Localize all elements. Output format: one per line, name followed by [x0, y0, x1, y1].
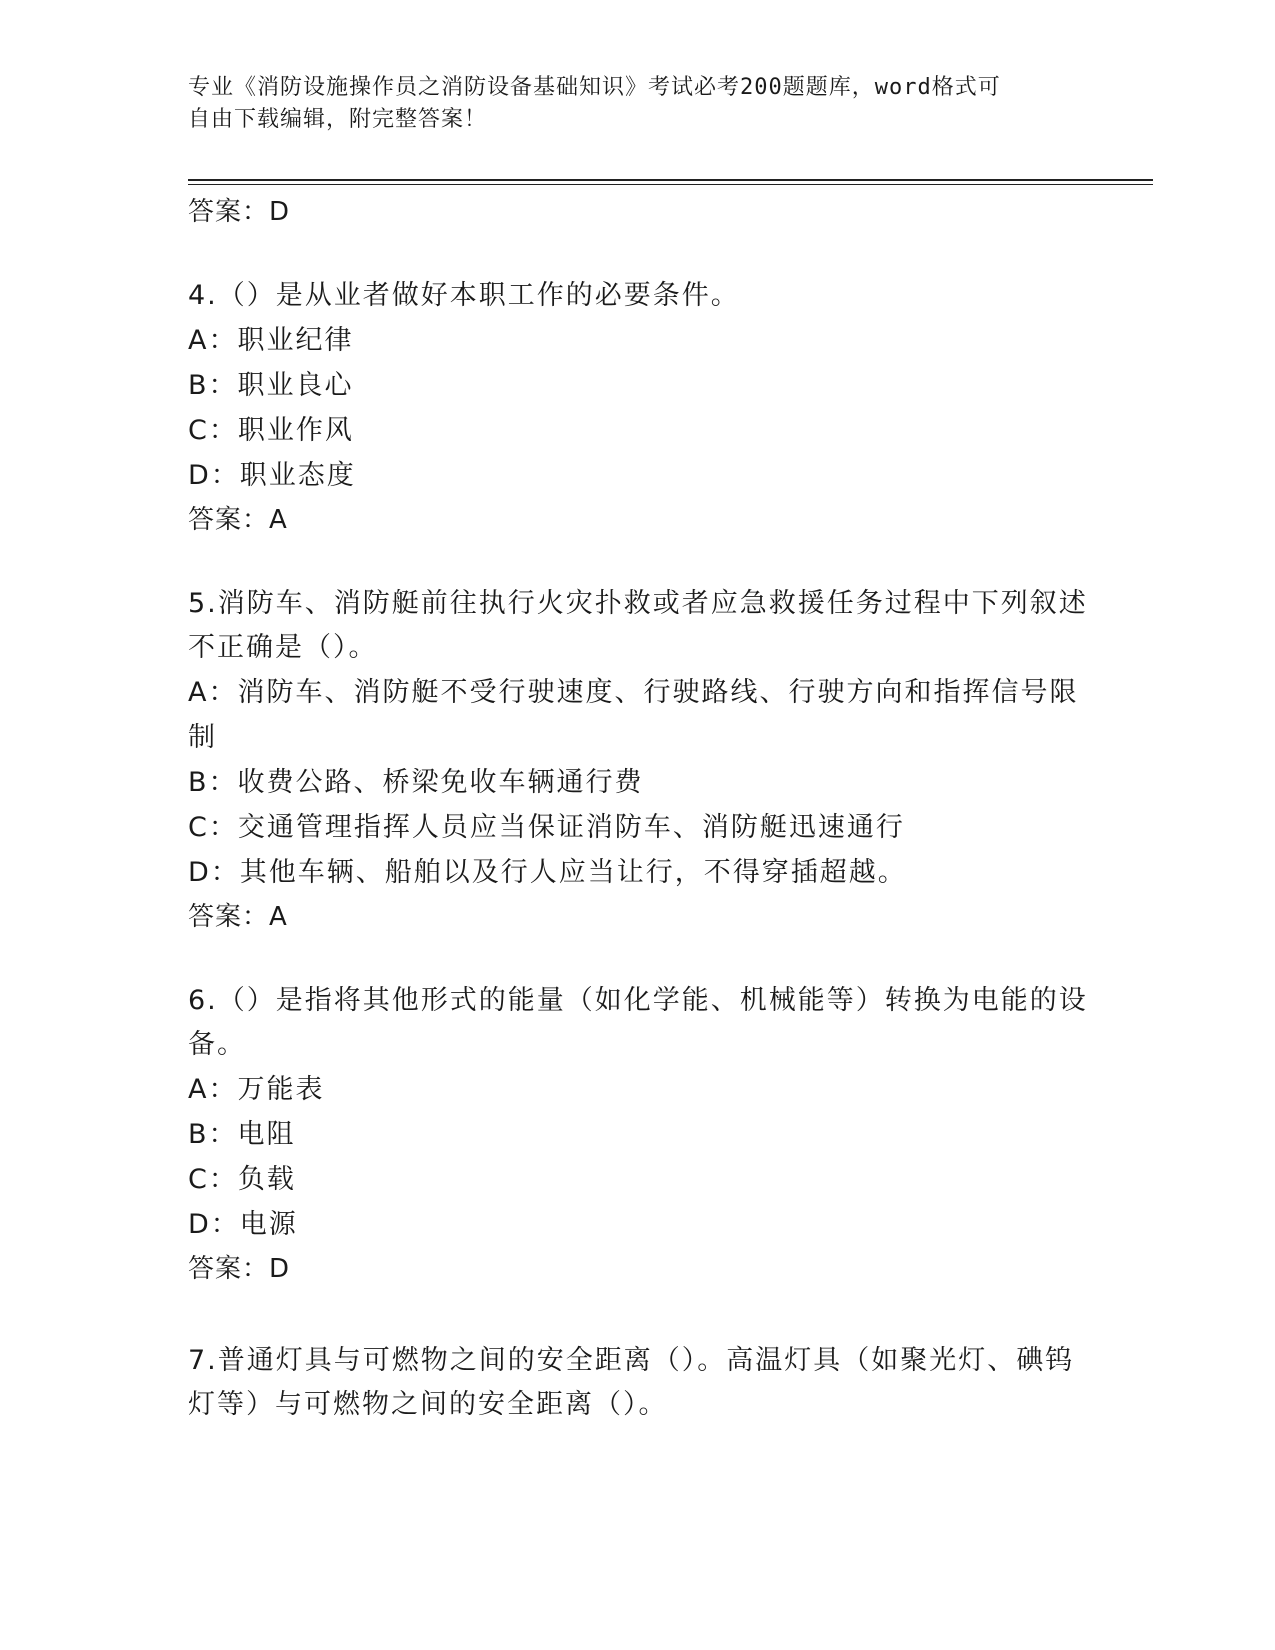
question-list	[188, 190, 1088, 1427]
document-header	[188, 72, 1068, 136]
answer-label: 答案：A	[188, 505, 288, 535]
option-c: C：交通管理指挥人员应当保证消防车、消防艇迅速通行	[188, 812, 905, 843]
question-item	[188, 582, 1088, 939]
header-line-1: 专业《消防设施操作员之消防设备基础知识》考试必考200题题库，word格式可	[188, 75, 1001, 100]
question-item	[188, 1339, 1088, 1427]
option-d: D：其他车辆、船舶以及行人应当让行，不得穿插超越。	[188, 857, 907, 888]
option-b: B：电阻	[188, 1119, 296, 1150]
header-divider	[188, 179, 1153, 181]
option-b: B：收费公路、桥梁免收车辆通行费	[188, 767, 644, 798]
header-line-2: 自由下载编辑，附完整答案！	[188, 107, 488, 132]
answer-label: 答案：D	[188, 197, 291, 227]
answer-label: 答案：D	[188, 1254, 291, 1284]
answer-label: 答案：A	[188, 902, 288, 932]
option-a: A：职业纪律	[188, 325, 354, 356]
question-stem: 6.（）是指将其他形式的能量（如化学能、机械能等）转换为电能的设备。	[188, 985, 1088, 1060]
question-stem: 7.普通灯具与可燃物之间的安全距离（）。高温灯具（如聚光灯、碘钨灯等）与可燃物之间的安全距离（）。	[188, 1345, 1075, 1420]
option-c: C：负载	[188, 1164, 296, 1195]
option-d: D：电源	[188, 1209, 298, 1240]
option-b: B：职业良心	[188, 370, 354, 401]
option-a: A：万能表	[188, 1074, 325, 1105]
question-stem: 5.消防车、消防艇前往执行火灾扑救或者应急救援任务过程中下列叙述不正确是（）。	[188, 588, 1088, 663]
question-item	[188, 274, 1088, 542]
option-c: C：职业作风	[188, 415, 354, 446]
question-item	[188, 979, 1088, 1291]
option-d: D：职业态度	[188, 460, 356, 491]
option-a: A：消防车、消防艇不受行驶速度、行驶路线、行驶方向和指挥信号限制	[188, 677, 1079, 753]
header-divider-thin	[188, 184, 1153, 185]
question-stem: 4.（）是从业者做好本职工作的必要条件。	[188, 280, 740, 311]
